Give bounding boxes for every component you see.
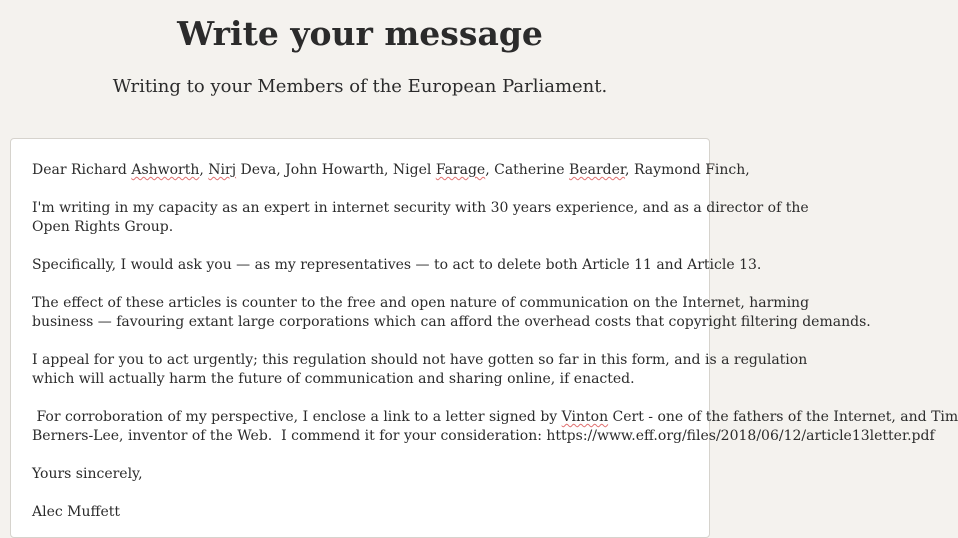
message-greeting (32, 161, 750, 180)
greeting-text: Dear Richard (32, 162, 132, 178)
paragraph-line: I'm writing in my capacity as an expert in internet security with 30 years experience, and as a director of the (32, 200, 809, 216)
misspelled-word: Bearder (569, 162, 626, 178)
greeting-text: , (199, 162, 209, 178)
message-signature: Alec Muffett (32, 504, 120, 520)
message-paragraph (32, 294, 871, 332)
page-title: Write your message (177, 14, 543, 53)
greeting-text: , Catherine (485, 162, 570, 178)
paragraph-line: Berners-Lee, inventor of the Web. I commend it for your consideration: https://www.eff.org/files/2018/06/12/article13letter.pdf (32, 428, 935, 444)
misspelled-word: Farage (435, 162, 486, 178)
greeting-text: Deva, John Howarth, Nigel (236, 162, 436, 178)
misspelled-word: Vinton (561, 409, 609, 425)
message-paragraph (32, 351, 808, 389)
paragraph-line: I appeal for you to act urgently; this regulation should not have gotten so far in this form, and is a regulation (32, 352, 808, 368)
page-subtitle: Writing to your Members of the European Parliament. (112, 76, 608, 97)
greeting-text: , Raymond Finch, (625, 162, 750, 178)
paragraph-line: Specifically, I would ask you — as my representatives — to act to delete both Article 11 and Article 13. (32, 257, 762, 273)
paragraph-text: For corroboration of my perspective, I enclose a link to a letter signed by (32, 409, 562, 425)
paragraph-line: Open Rights Group. (32, 219, 174, 235)
paragraph-line: business — favouring extant large corporations which can afford the overhead costs that copyright filtering demands. (32, 314, 871, 330)
paragraph-line: which will actually harm the future of communication and sharing online, if enacted. (32, 371, 635, 387)
misspelled-word: Ashworth (131, 162, 200, 178)
paragraph-text: Cert - one of the fathers of the Internet, and Tim (608, 409, 958, 425)
message-closing: Yours sincerely, (32, 466, 143, 482)
message-paragraph (32, 199, 809, 237)
message-paragraph (32, 256, 762, 275)
message-paragraph (32, 408, 958, 446)
message-textarea[interactable] (10, 138, 958, 538)
paragraph-line: The effect of these articles is counter to the free and open nature of communication on the Internet, harming (32, 295, 810, 311)
message-body[interactable] (32, 161, 958, 522)
misspelled-word: Nirj (208, 162, 237, 178)
